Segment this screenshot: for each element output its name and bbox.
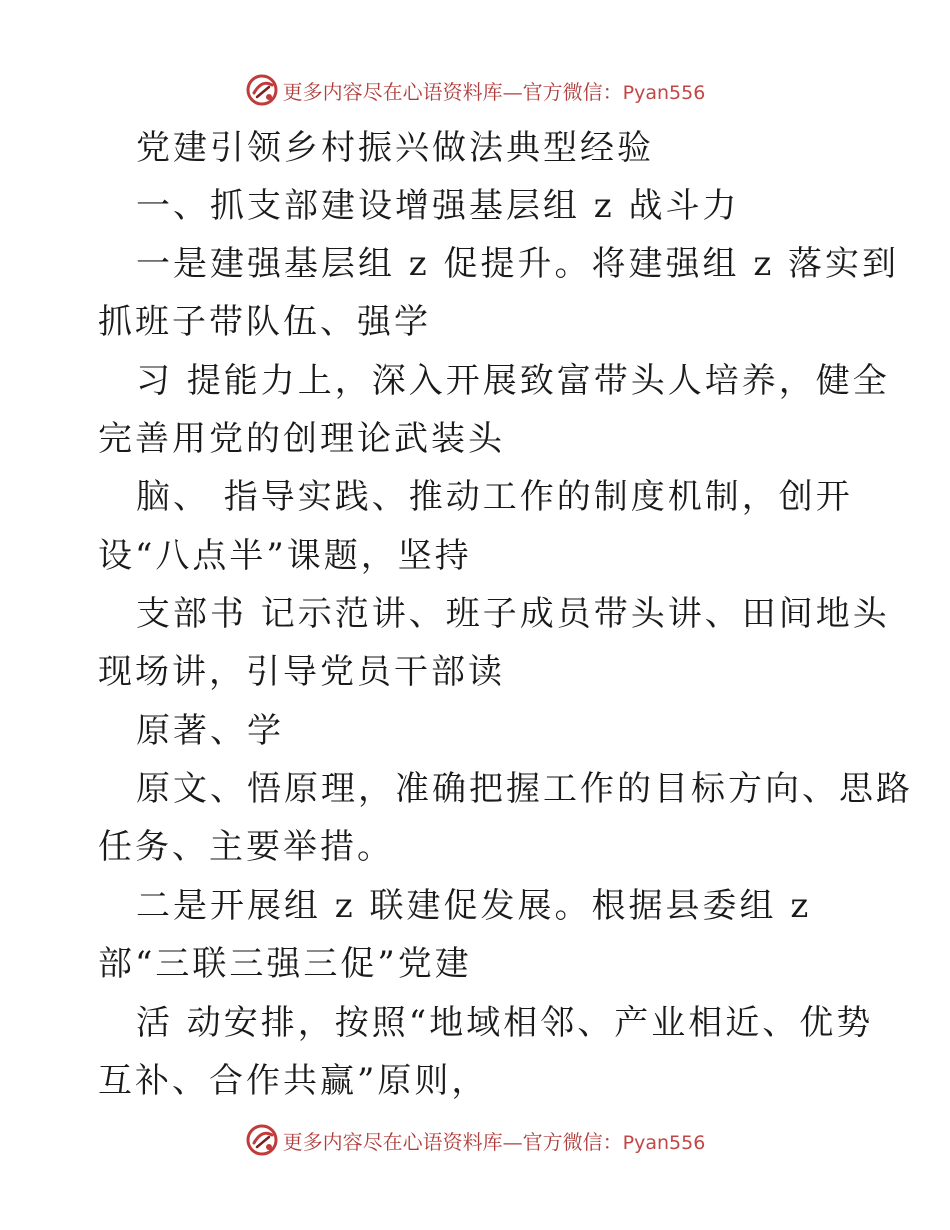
- doc-line: 习 提能力上，深入开展致富带头人培养，健全: [136, 361, 890, 401]
- doc-line: 原著、学: [136, 711, 284, 751]
- doc-line: 二是开展组 z 联建促发展。根据县委组 z: [136, 886, 812, 926]
- doc-line: 任务、主要举措。: [98, 827, 394, 867]
- doc-line: 活 动安排，按照“地域相邻、产业相近、优势: [136, 1003, 874, 1043]
- watermark-text-en: Pyan556: [622, 81, 706, 104]
- watermark-text: [283, 1126, 706, 1155]
- doc-line: 脑、 指导实践、推动工作的制度机制，创开: [136, 477, 853, 517]
- doc-line: 部“三联三强三促”党建: [98, 944, 472, 984]
- watermark-text-en: Pyan556: [622, 1131, 706, 1154]
- doc-line: 完善用党的创理论武装头: [98, 419, 505, 459]
- header-watermark: [0, 70, 950, 110]
- watermark-text-cn: 更多内容尽在心语资料库—官方微信：: [282, 79, 623, 104]
- doc-title: 党建引领乡村振兴做法典型经验: [136, 128, 654, 168]
- doc-line: 支部书 记示范讲、班子成员带头讲、田间地头: [136, 594, 890, 634]
- red-logo-icon: [245, 1123, 279, 1157]
- doc-line: 互补、合作共赢”原则，: [98, 1061, 489, 1101]
- doc-line: 原文、悟原理，准确把握工作的目标方向、思路: [136, 769, 913, 809]
- doc-line: 设“八点半”课题，坚持: [98, 536, 472, 576]
- watermark-text-cn: 更多内容尽在心语资料库—官方微信：: [282, 1129, 623, 1154]
- footer-watermark: [0, 1120, 950, 1160]
- doc-line: 一是建强基层组 z 促提升。将建强组 z 落实到: [136, 244, 900, 284]
- watermark-text: [283, 76, 706, 105]
- doc-line: 现场讲，引导党员干部读: [98, 652, 505, 692]
- doc-line: 一、抓支部建设增强基层组 z 战斗力: [136, 186, 740, 226]
- red-logo-icon: [245, 73, 279, 107]
- doc-line: 抓班子带队伍、强学: [98, 302, 431, 342]
